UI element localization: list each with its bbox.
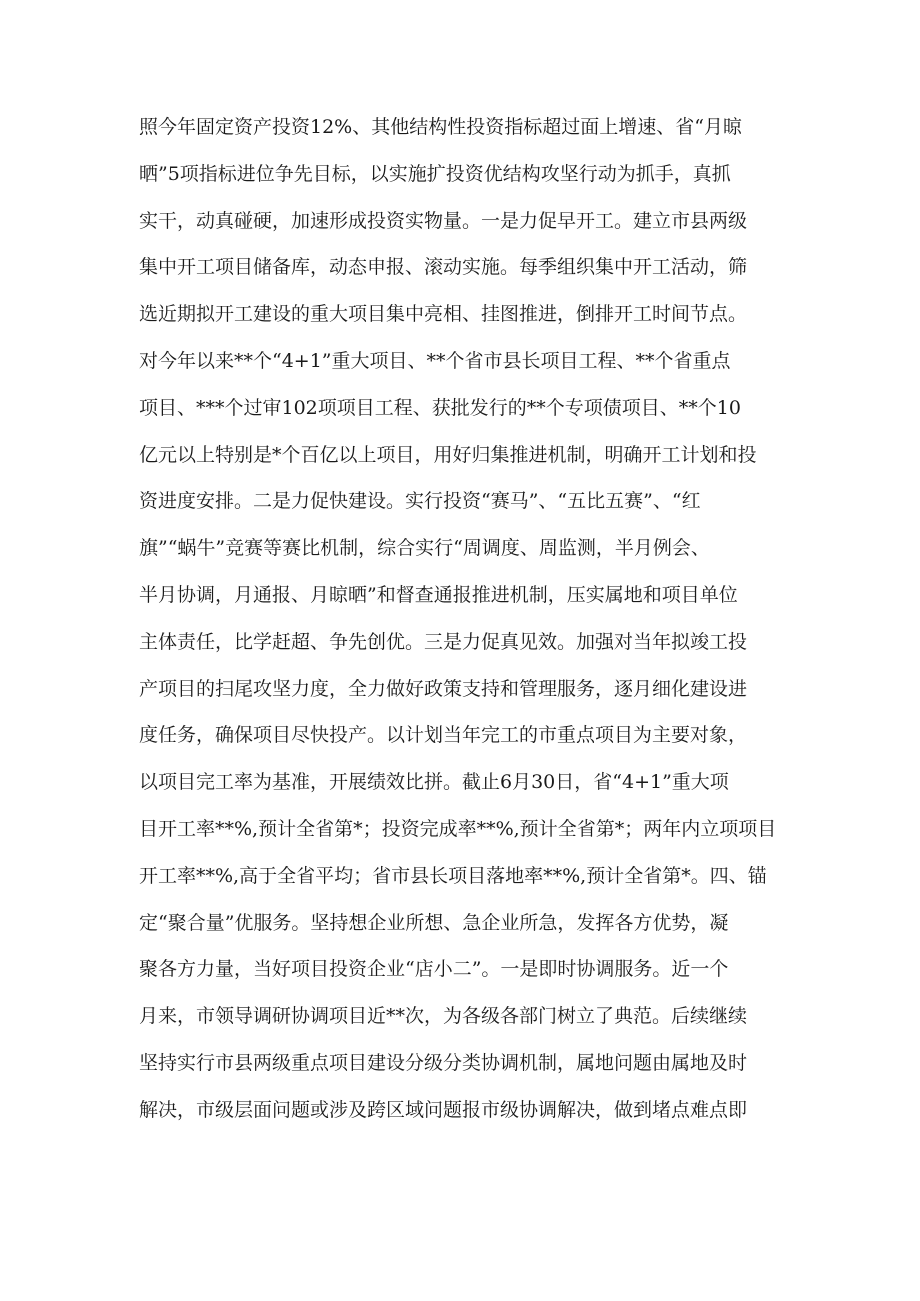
text-line: 解决，市级层面问题或涉及跨区域问题报市级协调解决，做到堵点难点即 xyxy=(139,1098,748,1121)
text-line: 度任务，确保项目尽快投产。以计划当年完工的市重点项目为主要对象， xyxy=(139,724,748,747)
text-line: 月来，市领导调研协调项目近**次，为各级各部门树立了典范。后续继续 xyxy=(139,1005,748,1028)
body-text xyxy=(139,104,789,1134)
text-line: 集中开工项目储备库，动态申报、滚动实施。每季组织集中开工活动，筛 xyxy=(139,256,748,279)
text-line: 目开工率**%,预计全省第*；投资完成率**%,预计全省第*；两年内立项项目 xyxy=(139,817,777,840)
text-line: 半月协调，月通报、月晾晒”和督查通报推进机制，压实属地和项目单位 xyxy=(139,583,738,606)
text-line: 主体责任，比学赶超、争先创优。三是力促真见效。加强对当年拟竣工投 xyxy=(139,630,748,653)
text-line: 亿元以上特别是*个百亿以上项目，用好归集推进机制，明确开工计划和投 xyxy=(139,443,757,466)
text-line: 资进度安排。二是力促快建设。实行投资“赛马”、“五比五赛”、“红 xyxy=(139,490,701,513)
text-line: 晒”5项指标进位争先目标，以实施扩投资优结构攻坚行动为抓手，真抓 xyxy=(139,162,731,185)
text-line: 产项目的扫尾攻坚力度，全力做好政策支持和管理服务，逐月细化建设进 xyxy=(139,677,748,700)
text-line: 以项目完工率为基准，开展绩效比拼。截止6月30日，省“4+1”重大项 xyxy=(139,771,729,794)
text-line: 项目、***个过审102项项目工程、获批发行的**个专项债项目、**个10 xyxy=(139,396,741,419)
text-line: 实干，动真碰硬，加速形成投资实物量。一是力促早开工。建立市县两级 xyxy=(139,209,748,232)
text-line: 对今年以来**个“4+1”重大项目、**个省市县长项目工程、**个省重点 xyxy=(139,349,731,372)
text-line: 照今年固定资产投资12%、其他结构性投资指标超过面上增速、省“月晾 xyxy=(139,116,742,138)
text-line: 旗”“蜗牛”竞赛等赛比机制，综合实行“周调度、周监测，半月例会、 xyxy=(139,537,710,560)
text-line: 定“聚合量”优服务。坚持想企业所想、急企业所急，发挥各方优势，凝 xyxy=(139,911,729,934)
text-line: 开工率**%,高于全省平均；省市县长项目落地率**%,预计全省第*。四、锚 xyxy=(139,864,767,887)
text-line: 聚各方力量，当好项目投资企业“店小二”。一是即时协调服务。近一个 xyxy=(139,958,729,981)
text-line: 坚持实行市县两级重点项目建设分级分类协调机制，属地问题由属地及时 xyxy=(139,1051,748,1074)
text-line: 选近期拟开工建设的重大项目集中亮相、挂图推进，倒排开工时间节点。 xyxy=(139,303,748,326)
